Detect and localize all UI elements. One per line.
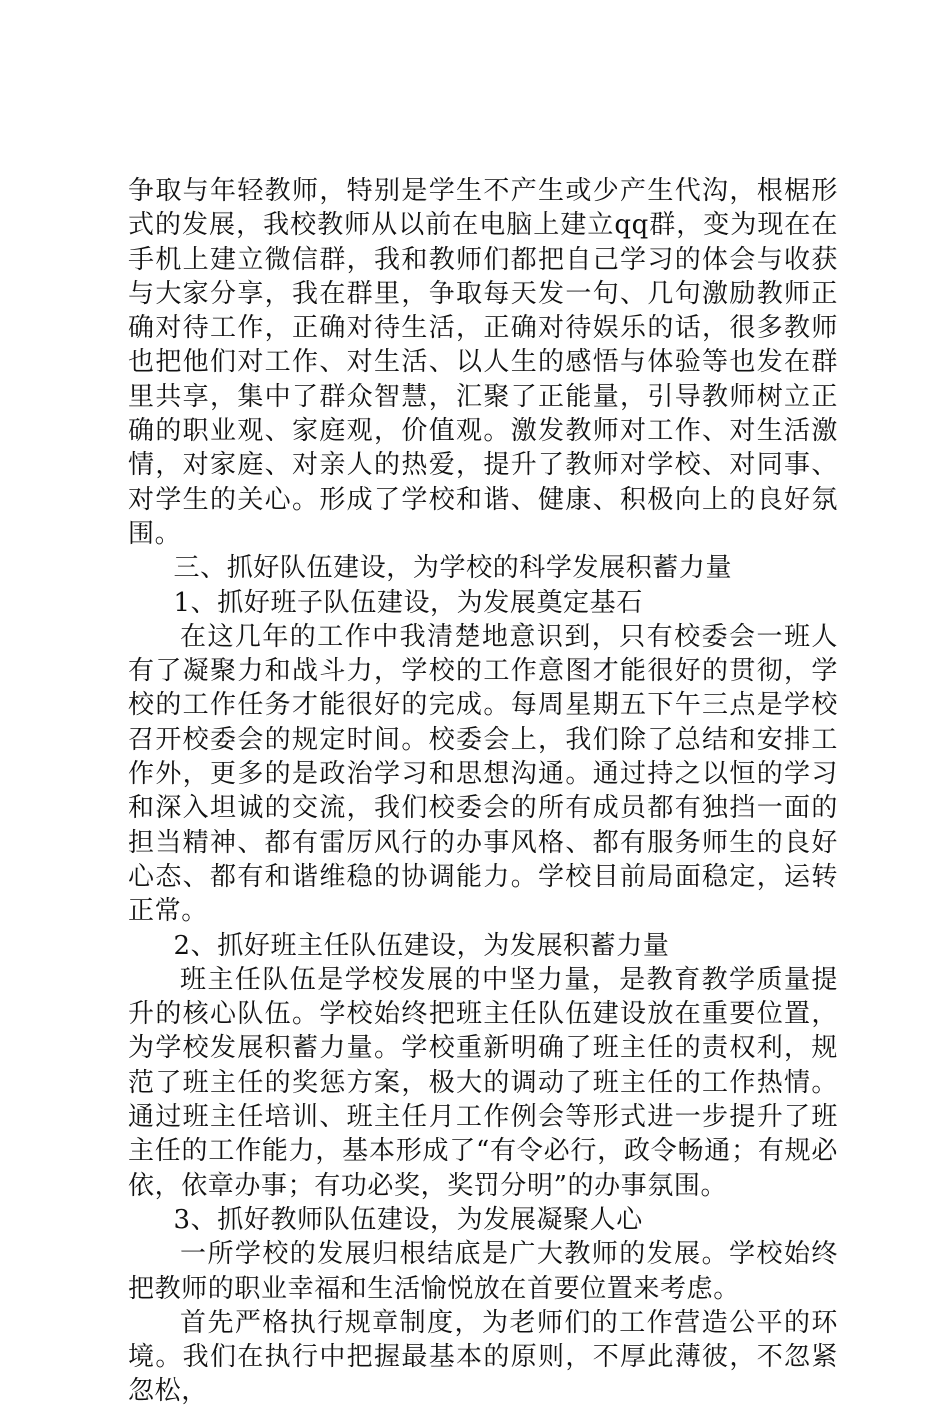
paragraph-rules: 首先严格执行规章制度，为老师们的工作营造公平的环境。我们在执行中把握最基本的原则，不厚此薄彼，不忽紧忽松， [128, 1307, 838, 1407]
paragraph-leadership: 在这几年的工作中我清楚地意识到，只有校委会一班人有了凝聚力和战斗力，学校的工作意图才能很好的贯彻，学校的工作任务才能很好的完成。每周星期五下午三点是学校召开校委会的规定时间。校委会上，我们除了总结和安排工作外，更多的是政治学习和思想沟通。通过持之以恒的学习和深入坦诚的交流，我们校委会的所有成员都有独挡一面的担当精神、都有雷厉风行的办事风格、都有服务师生的良好心态、都有和谐维稳的协调能力。学校目前局面稳定，运转正常。 [128, 621, 838, 927]
subheading-3-2: 2、抓好班主任队伍建设，为发展积蓄力量 [173, 930, 670, 961]
subheading-3-1: 1、抓好班子队伍建设，为发展奠定基石 [173, 587, 643, 618]
paragraph-head-teachers: 班主任队伍是学校发展的中坚力量，是教育教学质量提升的核心队伍。学校始终把班主任队伍建设放在重要位置，为学校发展积蓄力量。学校重新明确了班主任的责权利，规范了班主任的奖惩方案，极大的调动了班主任的工作热情。通过班主任培训、班主任月工作例会等形式进一步提升了班主任的工作能力，基本形成了“有令必行，政令畅通；有规必依，依章办事；有功必奖，奖罚分明”的办事氛围。 [128, 964, 838, 1201]
section-heading-3: 三、抓好队伍建设，为学校的科学发展积蓄力量 [173, 553, 733, 584]
subheading-3-3: 3、抓好教师队伍建设，为发展凝聚人心 [173, 1204, 643, 1235]
paragraph-teachers: 一所学校的发展归根结底是广大教师的发展。学校始终把教师的职业幸福和生活愉悦放在首要位置来考虑。 [128, 1239, 838, 1304]
document-body [128, 174, 838, 1409]
paragraph-continuation: 争取与年轻教师，特别是学生不产生或少产生代沟，根椐形式的发展，我校教师从以前在电脑上建立qq群，变为现在在手机上建立微信群，我和教师们都把自己学习的体会与收获与大家分享，我在群里，争取每天发一句、几句激励教师正确对待工作，正确对待生活，正确对待娱乐的话，很多教师也把他们对工作、对生活、以人生的感悟与体验等也发在群里共享，集中了群众智慧，汇聚了正能量，引导教师树立正确的职业观、家庭观，价值观。激发教师对工作、对生活激情，对家庭、对亲人的热爱，提升了教师对学校、对同事、对学生的关心。形成了学校和谐、健康、积极向上的良好氛围。 [128, 176, 838, 549]
